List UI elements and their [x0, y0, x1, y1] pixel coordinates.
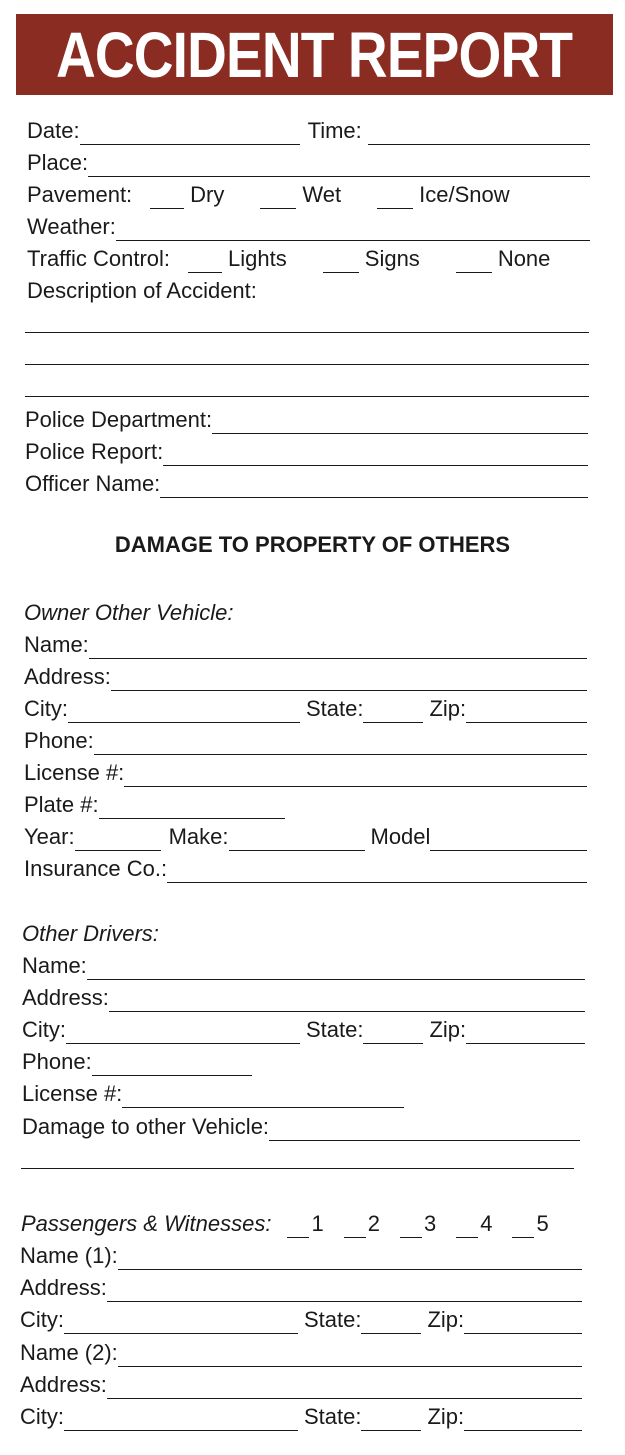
passenger-count-3-label: 3	[423, 1211, 437, 1236]
driver-phone-row	[22, 1046, 585, 1076]
time-field[interactable]	[368, 119, 590, 145]
driver-address-row	[22, 982, 585, 1012]
owner-name-row	[24, 629, 587, 659]
driver-address-field[interactable]	[109, 986, 585, 1012]
owner-city-field[interactable]	[68, 697, 300, 723]
owner-state-field[interactable]	[363, 697, 423, 723]
date-field[interactable]	[80, 119, 300, 145]
traffic-signs-checkbox[interactable]	[323, 253, 359, 273]
traffic-control-label: Traffic Control:	[27, 246, 171, 271]
owner-phone-field[interactable]	[94, 729, 587, 755]
owner-insurance-row	[24, 853, 587, 883]
traffic-lights-checkbox[interactable]	[188, 253, 222, 273]
owner-name-field[interactable]	[89, 633, 587, 659]
driver-name-row	[22, 950, 585, 980]
driver-state-label: State:	[306, 1017, 364, 1042]
passenger1-address-row	[20, 1272, 582, 1302]
traffic-option-lights[interactable]	[188, 248, 287, 273]
police-report-row	[25, 436, 588, 466]
owner-year-field[interactable]	[75, 825, 161, 851]
passenger2-address-field[interactable]	[107, 1373, 582, 1399]
description-label: Description of Accident:	[27, 278, 257, 303]
passenger2-address-row	[20, 1369, 582, 1399]
other-drivers-heading: Other Drivers:	[22, 921, 159, 946]
driver-damage-field[interactable]	[269, 1115, 580, 1141]
damage-section-title: DAMAGE TO PROPERTY OF OTHERS	[114, 532, 511, 557]
date-label: Date:	[27, 118, 80, 143]
police-department-row	[25, 404, 588, 434]
passenger-count-1-label: 1	[311, 1211, 324, 1236]
passenger-count-4[interactable]	[456, 1213, 492, 1238]
pavement-ice-snow-label: Ice/Snow	[419, 182, 510, 207]
police-report-label: Police Report:	[25, 439, 164, 464]
owner-plate-label: Plate #:	[24, 792, 99, 817]
passenger2-state-label: State:	[304, 1404, 362, 1429]
place-label: Place:	[27, 150, 89, 175]
passenger1-city-row	[20, 1304, 582, 1334]
owner-model-field[interactable]	[430, 825, 587, 851]
officer-name-field[interactable]	[160, 472, 588, 498]
driver-damage-row	[22, 1111, 580, 1141]
place-row	[27, 147, 590, 177]
pavement-option-wet[interactable]	[260, 184, 341, 209]
traffic-option-none[interactable]	[456, 248, 551, 273]
traffic-option-signs[interactable]	[323, 248, 420, 273]
passenger-count-2-checkbox[interactable]	[344, 1218, 366, 1238]
pavement-row	[27, 179, 590, 209]
officer-name-label: Officer Name:	[25, 471, 161, 496]
driver-address-label: Address:	[22, 985, 109, 1010]
passenger-count-4-checkbox[interactable]	[456, 1218, 478, 1238]
owner-plate-row	[24, 789, 587, 819]
passenger-count-1-checkbox[interactable]	[287, 1218, 309, 1238]
passenger2-name-field[interactable]	[118, 1341, 582, 1367]
owner-zip-label: Zip:	[429, 696, 467, 721]
owner-zip-field[interactable]	[466, 697, 587, 723]
police-department-label: Police Department:	[25, 407, 213, 432]
pavement-dry-label: Dry	[190, 182, 225, 207]
report-title: ACCIDENT REPORT	[56, 18, 573, 91]
driver-license-label: License #:	[22, 1081, 123, 1106]
owner-year-make-model-row	[24, 821, 587, 851]
pavement-option-dry[interactable]	[150, 184, 224, 209]
time-label: Time:	[307, 118, 362, 143]
owner-vehicle-heading: Owner Other Vehicle:	[24, 600, 234, 625]
driver-phone-field[interactable]	[92, 1050, 252, 1076]
owner-insurance-field[interactable]	[167, 857, 587, 883]
owner-address-row	[24, 661, 587, 691]
passengers-heading: Passengers & Witnesses:	[21, 1211, 272, 1236]
driver-zip-field[interactable]	[466, 1018, 585, 1044]
passenger2-city-field[interactable]	[64, 1405, 298, 1431]
driver-phone-label: Phone:	[22, 1049, 92, 1074]
passenger1-name-field[interactable]	[118, 1244, 582, 1270]
pavement-dry-checkbox[interactable]	[150, 189, 184, 209]
police-report-field[interactable]	[163, 440, 588, 466]
owner-phone-row	[24, 725, 587, 755]
passenger1-state-label: State:	[304, 1307, 362, 1332]
driver-name-label: Name:	[22, 953, 87, 978]
weather-label: Weather:	[27, 214, 116, 239]
passenger-count-1[interactable]	[287, 1213, 323, 1238]
passenger2-address-label: Address:	[20, 1372, 107, 1397]
owner-license-row	[24, 757, 587, 787]
pavement-option-ice-snow[interactable]	[377, 184, 510, 209]
passenger2-zip-field[interactable]	[464, 1405, 582, 1431]
owner-city-row	[24, 693, 587, 723]
traffic-lights-label: Lights	[228, 246, 287, 271]
passenger-count-4-label: 4	[480, 1211, 493, 1236]
traffic-none-label: None	[497, 246, 551, 271]
pavement-wet-label: Wet	[302, 182, 342, 207]
passenger2-state-field[interactable]	[361, 1405, 421, 1431]
description-row	[27, 275, 590, 305]
passenger1-address-label: Address:	[20, 1275, 107, 1300]
owner-year-label: Year:	[24, 824, 75, 849]
passenger1-address-field[interactable]	[107, 1276, 582, 1302]
owner-address-label: Address:	[24, 664, 111, 689]
passenger1-zip-label: Zip:	[427, 1307, 465, 1332]
owner-state-label: State:	[306, 696, 364, 721]
passenger-count-2-label: 2	[367, 1211, 380, 1236]
owner-vehicle-heading-row	[24, 597, 587, 627]
passenger-count-5-checkbox[interactable]	[512, 1218, 534, 1238]
owner-make-label: Make:	[168, 824, 229, 849]
owner-model-label: Model	[370, 824, 431, 849]
passenger-count-3-checkbox[interactable]	[400, 1218, 422, 1238]
owner-address-field[interactable]	[111, 665, 587, 691]
driver-license-field[interactable]	[122, 1082, 404, 1108]
date-time-row	[27, 115, 590, 145]
passenger2-zip-label: Zip:	[427, 1404, 465, 1429]
passenger2-name-row	[20, 1337, 582, 1367]
passenger1-city-field[interactable]	[64, 1308, 298, 1334]
other-drivers-heading-row	[22, 918, 585, 948]
driver-damage-line-2[interactable]	[21, 1167, 574, 1169]
passenger1-state-field[interactable]	[361, 1308, 421, 1334]
description-line-1[interactable]	[25, 331, 589, 333]
driver-damage-label: Damage to other Vehicle:	[22, 1114, 270, 1139]
owner-license-label: License #:	[24, 760, 125, 785]
owner-license-field[interactable]	[124, 761, 587, 787]
passenger2-name-label: Name (2):	[20, 1340, 118, 1365]
driver-city-row	[22, 1014, 585, 1044]
pavement-label: Pavement:	[27, 182, 133, 207]
driver-zip-label: Zip:	[429, 1017, 467, 1042]
owner-city-label: City:	[24, 696, 68, 721]
pavement-wet-checkbox[interactable]	[260, 189, 296, 209]
passenger-count-3[interactable]	[400, 1213, 436, 1238]
report-header-banner	[16, 14, 613, 95]
driver-license-row	[22, 1078, 585, 1108]
passengers-heading-row	[21, 1208, 584, 1238]
driver-name-field[interactable]	[87, 954, 585, 980]
driver-city-label: City:	[22, 1017, 66, 1042]
weather-row	[27, 211, 590, 241]
police-department-field[interactable]	[212, 408, 588, 434]
traffic-none-checkbox[interactable]	[456, 253, 492, 273]
passenger1-zip-field[interactable]	[464, 1308, 582, 1334]
passenger-count-5-label: 5	[536, 1211, 549, 1236]
officer-name-row	[25, 468, 588, 498]
traffic-signs-label: Signs	[364, 246, 420, 271]
pavement-ice-snow-checkbox[interactable]	[377, 189, 413, 209]
owner-phone-label: Phone:	[24, 728, 94, 753]
description-line-3[interactable]	[25, 395, 589, 397]
weather-field[interactable]	[116, 215, 590, 241]
passenger2-city-label: City:	[20, 1404, 64, 1429]
driver-state-field[interactable]	[363, 1018, 423, 1044]
passenger1-name-label: Name (1):	[20, 1243, 118, 1268]
passenger-count-2[interactable]	[344, 1213, 380, 1238]
owner-insurance-label: Insurance Co.:	[24, 856, 168, 881]
owner-plate-field[interactable]	[99, 793, 285, 819]
traffic-control-row	[27, 243, 590, 273]
owner-make-field[interactable]	[229, 825, 365, 851]
place-field[interactable]	[88, 151, 590, 177]
owner-name-label: Name:	[24, 632, 89, 657]
passenger1-name-row	[20, 1240, 582, 1270]
driver-city-field[interactable]	[66, 1018, 300, 1044]
passenger2-city-row	[20, 1401, 582, 1431]
passenger1-city-label: City:	[20, 1307, 64, 1332]
description-line-2[interactable]	[25, 363, 589, 365]
passenger-count-5[interactable]	[512, 1213, 548, 1238]
